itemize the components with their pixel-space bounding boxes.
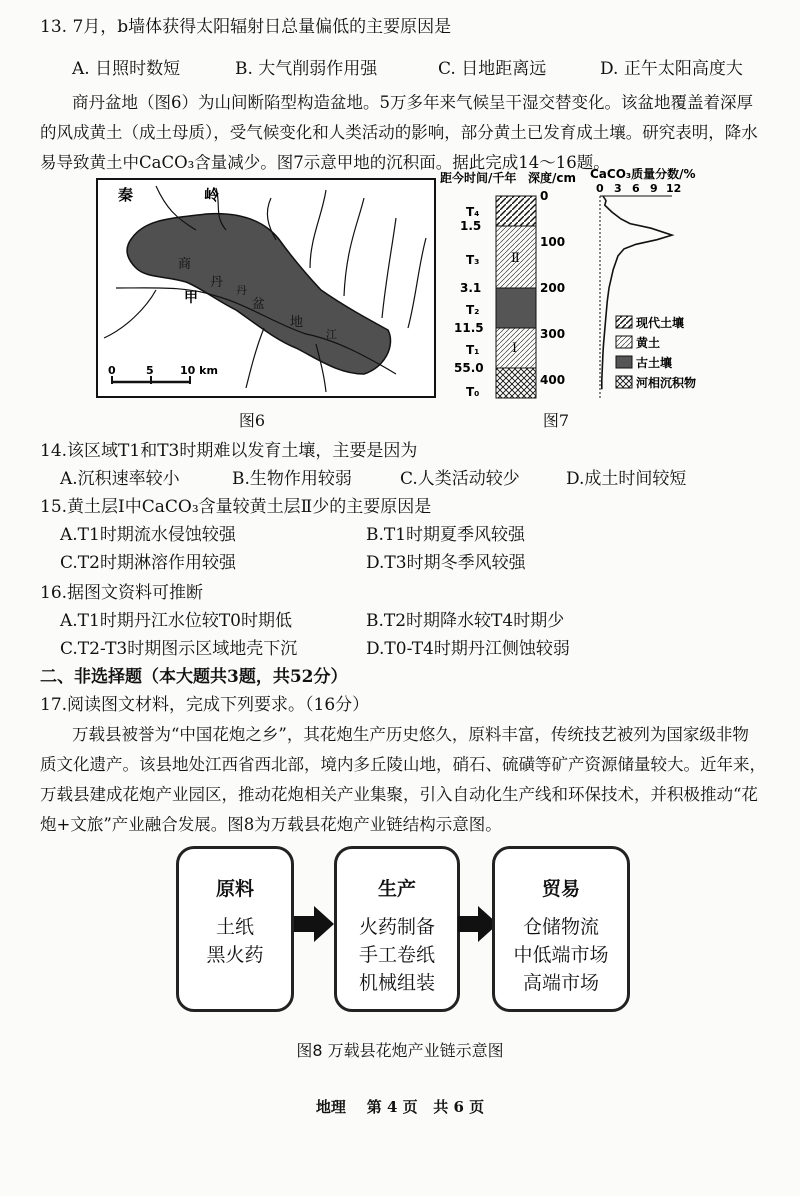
- scale-tick-10: 10 km: [180, 364, 218, 377]
- label-shang: 商: [178, 257, 192, 272]
- flow-box-production: [334, 846, 460, 1012]
- label-di: 地: [290, 315, 304, 330]
- label-jia: 甲: [184, 290, 198, 306]
- label-dan: 丹: [210, 275, 224, 290]
- label-ling: 岭: [204, 186, 220, 204]
- q17-line-3: 万载县建成花炮产业园区，推动花炮相关产业集聚，引入自动化生产线和环保技术，并积极推动“花: [40, 785, 758, 804]
- flow-box-item: 机械组装: [358, 972, 435, 994]
- q14-option-b: B.生物作用较弱: [232, 469, 352, 489]
- caco3-header: CaCO₃质量分数/%: [590, 168, 696, 181]
- period-t4: T₄: [466, 205, 480, 219]
- flow-box-item: 中低端市场: [513, 944, 609, 966]
- q13-option-a: A. 日照时数短: [72, 59, 181, 79]
- q15-option-d: D.T3时期冬季风较强: [366, 553, 526, 573]
- q15-option-c: C.T2时期淋溶作用较强: [60, 553, 236, 573]
- depth-tick-0: 0: [540, 189, 549, 203]
- legend-swatch-paleosol: [616, 356, 632, 368]
- q17-line-2: 质文化遗产。该县地处江西省西北部，境内多丘陵山地，硝石、硫磺等矿产资源储量较大。近年来，: [40, 755, 766, 774]
- caco3-tick-3: 3: [614, 182, 622, 195]
- figure-8-caption: 图8 万载县花炮产业链示意图: [296, 1041, 504, 1060]
- footer-page: 第 4 页: [366, 1098, 418, 1116]
- flow-box-item: 高端市场: [522, 972, 599, 994]
- period-t2: T₂: [466, 303, 480, 317]
- q17-line-1: 万载县被誉为“中国花炮之乡”，其花炮生产历史悠久，原料丰富，传统技艺被列为国家级非物: [72, 725, 749, 744]
- q16-option-b: B.T2时期降水较T4时期少: [366, 611, 565, 631]
- time-header: 距今时间/千年: [440, 171, 517, 185]
- q13-option-c: C. 日地距离远: [438, 59, 547, 79]
- depth-tick-400: 400: [540, 373, 566, 387]
- time-axis: [454, 205, 484, 399]
- flow-box-item: 黑火药: [206, 944, 264, 966]
- q16-stem: 16.据图文资料可推断: [40, 583, 204, 603]
- period-t1: T₁: [466, 343, 480, 357]
- q15-option-a: A.T1时期流水侵蚀较强: [60, 525, 236, 545]
- q16-option-d: D.T0-T4时期丹江侧蚀较弱: [366, 639, 570, 659]
- caco3-tick-6: 6: [632, 182, 640, 195]
- depth-header: 深度/cm: [528, 171, 577, 185]
- time-1-5: 1.5: [460, 219, 482, 233]
- q14-option-d: D.成土时间较短: [566, 469, 687, 489]
- depth-tick-100: 100: [540, 235, 566, 249]
- label-river-dan: 丹: [236, 284, 247, 297]
- flow-box-raw-materials: [176, 846, 294, 1012]
- flow-box-trade: [492, 846, 630, 1012]
- flow-arrow-icon: [292, 904, 336, 944]
- depth-axis: [536, 189, 565, 398]
- label-river-jiang: 江: [326, 328, 337, 341]
- intro-line-2: 的风成黄土（成土母质），受气候变化和人类活动的影响，部分黄土已发育成土壤。研究表明，降水: [40, 123, 758, 142]
- footer-subject: 地理: [315, 1098, 346, 1116]
- flow-box-item: 火药制备: [358, 916, 435, 938]
- flow-box-item: 仓储物流: [522, 916, 599, 938]
- flow-box-item: 手工卷纸: [358, 944, 435, 966]
- section-2-title: 二、非选择题（本大题共3题，共52分）: [40, 667, 348, 687]
- q15-stem: 15.黄土层Ⅰ中CaCO₃含量较黄土层Ⅱ少的主要原因是: [40, 497, 432, 517]
- legend-swatch-loess: [616, 336, 632, 348]
- q17-stem: 17.阅读图文材料，完成下列要求。（16分）: [40, 695, 370, 715]
- layer-paleosol: [496, 288, 536, 328]
- layer-fluvial: [496, 368, 536, 398]
- layer-modern-soil: [496, 196, 536, 226]
- legend-swatch-modern: [616, 316, 632, 328]
- q17-line-4: 炮+文旅”产业融合发展。图8为万载县花炮产业链结构示意图。: [40, 815, 502, 834]
- flow-box-title: 贸易: [541, 878, 580, 900]
- scale-tick-5: 5: [146, 364, 154, 377]
- period-t0: T₀: [466, 385, 480, 399]
- legend-swatch-fluvial: [616, 376, 632, 388]
- depth-tick-300: 300: [540, 327, 566, 341]
- legend-fluvial: 河相沉积物: [636, 376, 697, 390]
- figure-7-section: [440, 168, 760, 408]
- scale-tick-0: 0: [108, 364, 116, 377]
- caco3-tick-12: 12: [666, 182, 682, 195]
- label-qin: 秦: [118, 186, 134, 204]
- page-footer: [0, 1096, 800, 1117]
- time-11-5: 11.5: [454, 321, 484, 335]
- flow-box-item: 土纸: [215, 916, 254, 938]
- time-55-0: 55.0: [454, 361, 484, 375]
- legend-paleosol: 古土壤: [636, 356, 673, 370]
- q13-option-d: D. 正午太阳高度大: [600, 59, 743, 79]
- intro-line-1: 商丹盆地（图6）为山间断陷型构造盆地。5万多年来气候呈干湿交替变化。该盆地覆盖着深厚: [72, 93, 753, 112]
- q13-stem: 13. 7月，b墙体获得太阳辐射日总量偏低的主要原因是: [40, 17, 452, 37]
- footer-total: 共 6 页: [433, 1098, 485, 1116]
- legend-modern: 现代土壤: [636, 316, 685, 330]
- period-t3: T₃: [466, 253, 480, 267]
- label-pen: 盆: [252, 297, 266, 312]
- q14-stem: 14.该区域T1和T3时期难以发育土壤，主要是因为: [40, 441, 418, 461]
- q14-option-a: A.沉积速率较小: [60, 469, 180, 489]
- legend: [616, 315, 696, 390]
- caco3-tick-0: 0: [596, 182, 604, 195]
- intro-line-3: 易导致黄土中CaCO₃含量减少。图7示意甲地的沉积面。据此完成14～16题。: [40, 153, 610, 172]
- q16-option-c: C.T2-T3时期图示区域地壳下沉: [60, 639, 298, 659]
- depth-tick-200: 200: [540, 281, 566, 295]
- time-3-1: 3.1: [460, 281, 482, 295]
- q16-option-a: A.T1时期丹江水位较T0时期低: [60, 611, 292, 631]
- flow-box-title: 生产: [377, 878, 416, 900]
- figure-7-caption: 图7: [542, 411, 570, 430]
- layer-mark-1: Ⅰ: [512, 341, 518, 356]
- figure-6-caption: 图6: [238, 411, 266, 430]
- figure-6-map: [96, 178, 436, 398]
- q13-option-b: B. 大气削弱作用强: [235, 59, 378, 79]
- caco3-tick-9: 9: [650, 182, 658, 195]
- q14-option-c: C.人类活动较少: [400, 469, 520, 489]
- layer-mark-2: Ⅱ: [511, 251, 520, 266]
- q15-option-b: B.T1时期夏季风较强: [366, 525, 526, 545]
- legend-loess: 黄土: [636, 336, 661, 350]
- flow-box-title: 原料: [215, 878, 254, 900]
